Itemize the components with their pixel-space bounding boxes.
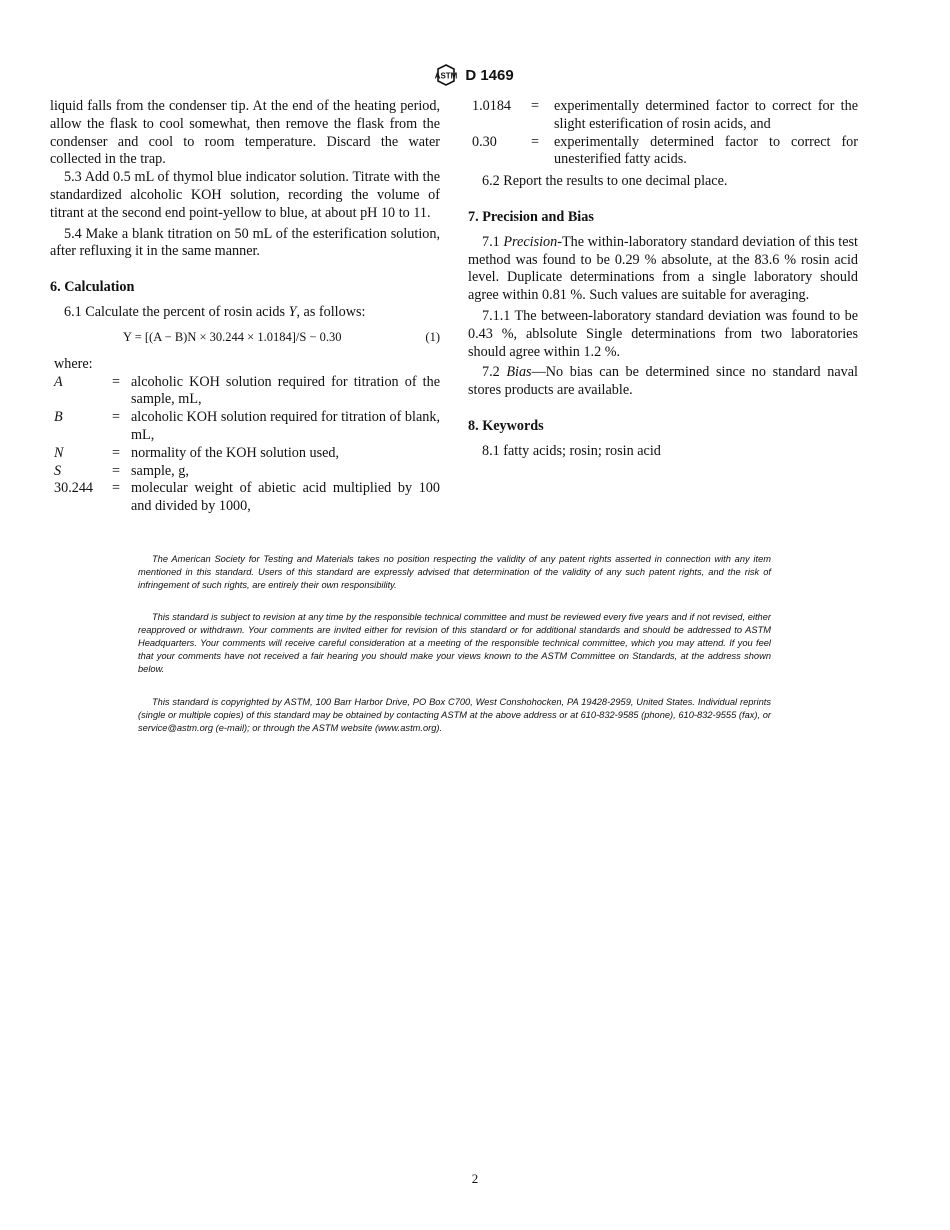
page-number: 2 <box>471 1171 479 1186</box>
document-id: D 1469 <box>465 66 514 84</box>
definition-n: N = normality of the KOH solution used, <box>54 444 340 461</box>
section-heading-keywords: 8. Keywords <box>468 417 544 434</box>
page-header <box>0 64 950 86</box>
definition-1-0184: 1.0184 = experimentally determined factor to correct for the slight esterification of rosin acids, and <box>472 98 858 132</box>
right-column <box>468 98 858 461</box>
equation-1 <box>50 328 440 350</box>
paragraph-7-1-1: 7.1.1 The between-laboratory standard deviation was found to be 0.43 %, ablsolute Single determinations from two laboratories should agree within 1.2 %. <box>468 307 858 360</box>
left-column <box>50 98 440 516</box>
paragraph-5-3: 5.3 Add 0.5 mL of thymol blue indicator solution. Titrate with the standardized alcoholic KOH solution, recording the volume of titrant at the second end point-yellow to blue, at about pH 10 to 11. <box>50 169 440 221</box>
equation-number: (1) <box>425 329 440 344</box>
paragraph-6-2: 6.2 Report the results to one decimal place. <box>482 173 728 190</box>
section-heading-calculation: 6. Calculation <box>50 279 135 296</box>
definition-a: A = alcoholic KOH solution required for titration of the sample, mL, <box>54 373 440 408</box>
definition-0-30: 0.30 = experimentally determined factor to correct for unesterified fatty acids. <box>472 133 858 168</box>
paragraph-8-1: 8.1 fatty acids; rosin; rosin acid <box>482 442 661 459</box>
section-heading-precision-bias: 7. Precision and Bias <box>468 208 594 225</box>
footer-patent-notice: The American Society for Testing and Materials takes no position respecting the validity of any patent rights asserted in connection with any item mentioned in this standard. Users of this standard are expressly advised that determination of the validity of any such patent rights, and the risk of infringement of such rights, are entirely their own responsibility. <box>138 554 771 590</box>
paragraph-5-4: 5.4 Make a blank titration on 50 mL of the esterification solution, after refluxing it in the same manner. <box>50 225 440 260</box>
footer-copyright-notice: This standard is copyrighted by ASTM, 100 Barr Harbor Drive, PO Box C700, West Conshohocken, PA 19428-2959, United States. Individual reprints (single or multiple copies) of this standard may be obtained by contacting ASTM at the above address or at 610-832-9585 (phone), 610-832-9555 (fax), or service@astm.org (e-mail); or through the ASTM website (www.astm.org). <box>138 697 771 733</box>
definition-b: B = alcoholic KOH solution required for titration of blank, mL, <box>54 409 440 443</box>
astm-logo-icon <box>436 64 456 86</box>
paragraph-6-1: 6.1 Calculate the percent of rosin acids Y, as follows: <box>64 303 366 320</box>
definition-s: S = sample, g, <box>54 462 189 479</box>
definition-30-244: 30.244 = molecular weight of abietic acid multiplied by 100 and divided by 1000, <box>54 480 440 515</box>
equation-text: Y = [(A − B)N × 30.244 × 1.0184]/S − 0.30 <box>123 329 342 344</box>
paragraph-5-2-continued: liquid falls from the condenser tip. At the end of the heating period, allow the flask to cool somewhat, then remove the flask from the condenser and cool to room temperature. Discard the water collected in the trap. <box>50 98 440 168</box>
paragraph-7-1: 7.1 Precision-The within-laboratory standard deviation of this test method was found to be 0.29 % absolute, at the 83.6 % rosin acid level. Duplicate determinations from a single laboratory should agree within 0.81 %. Such values are suitable for averaging. <box>468 233 858 304</box>
footer-revision-notice: This standard is subject to revision at any time by the responsible technical committee and must be reviewed every five years and if not revised, either reapproved or withdrawn. Your comments are invited either for revision of this standard or for additional standards and should be addressed to ASTM Headquarters. Your comments will receive careful consideration at a meeting of the responsible technical committee, which you may attend. If you feel that your comments have not received a fair hearing you should make your views known to the ASTM Committee on Standards, at the address shown below. <box>138 612 771 674</box>
paragraph-7-2: 7.2 Bias—No bias can be determined since no standard naval stores products are available. <box>468 364 858 399</box>
svg-text:ASTM: ASTM <box>434 71 458 81</box>
where-label: where: <box>54 355 93 372</box>
